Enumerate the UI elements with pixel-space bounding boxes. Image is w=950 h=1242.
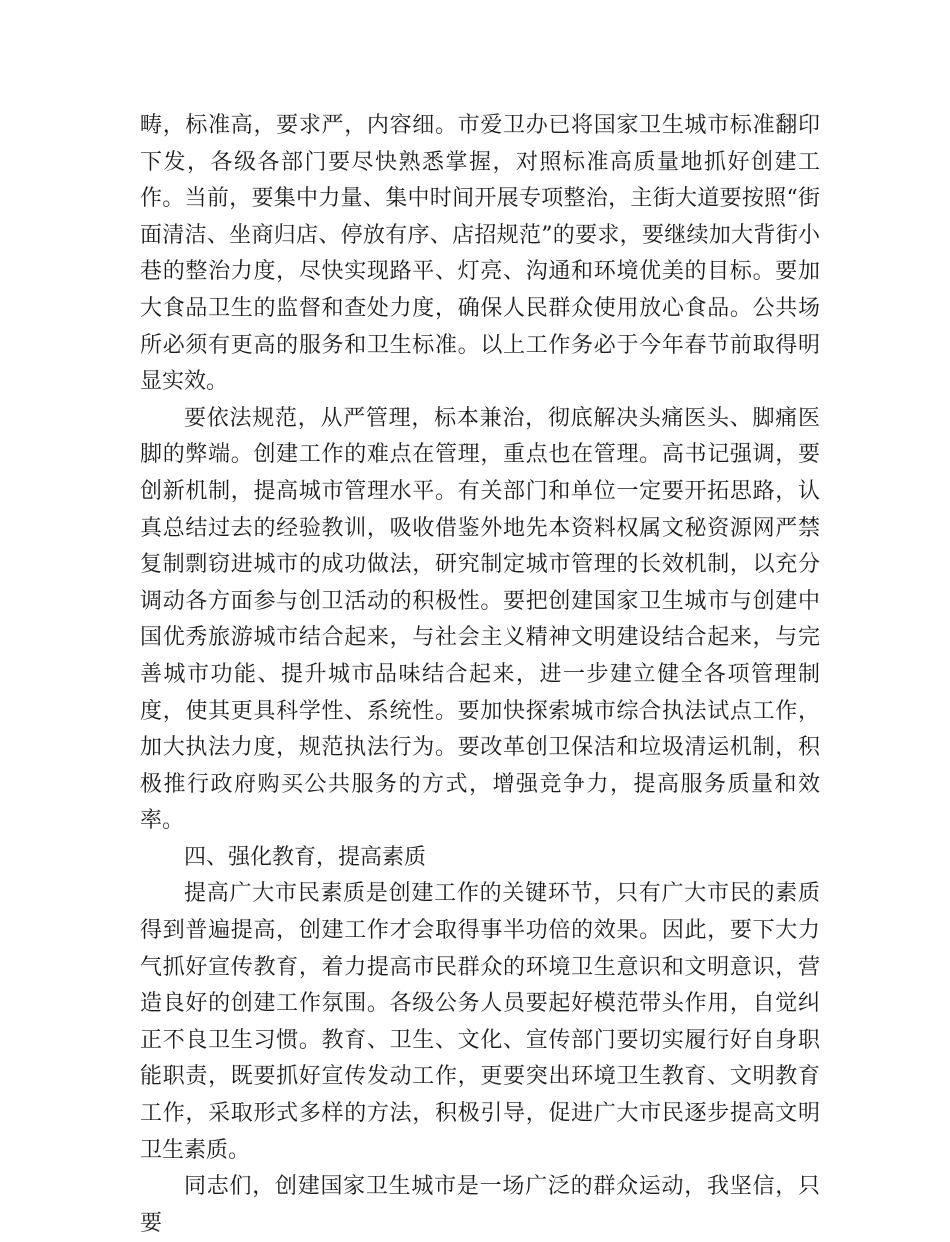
document-page — [140, 108, 820, 1242]
section-heading-education: 四、强化教育，提高素质 — [184, 844, 427, 870]
paragraph-education: 提高广大市民素质是创建工作的关键环节，只有广大市民的素质得到普遍提高，创建工作才会取得事半功倍的效果。因此，要下大力气抓好宣传教育，着力提高市民群众的环境卫生意识和文明意识，营造良好的创建工作氛围。各级公务人员要起好模范带头作用，自觉纠正不良卫生习惯。教育、卫生、文化、宣传部门要切实履行好自身职能职责，既要抓好宣传发动工作，更要突出环境卫生教育、文明教育工作，采取形式多样的方法，积极引导，促进广大市民逐步提高文明卫生素质。 — [140, 881, 820, 1163]
paragraph-closing: 同志们，创建国家卫生城市是一场广泛的群众运动，我坚信，只要 — [140, 1174, 820, 1236]
paragraph-continuation: 畴，标准高，要求严，内容细。市爱卫办已将国家卫生城市标准翻印下发，各级各部门要尽快熟悉掌握，对照标准高质量地抓好创建工作。当前，要集中力量、集中时间开展专项整治，主街大道要按照“街面清洁、坐商归店、停放有序、店招规范”的要求，要继续加大背街小巷的整治力度，尽快实现路平、灯亮、沟通和环境优美的目标。要加大食品卫生的监督和查处力度，确保人民群众使用放心食品。公共场所必须有更高的服务和卫生标准。以上工作务必于今年春节前取得明显实效。 — [140, 113, 820, 395]
paragraph-management: 要依法规范，从严管理，标本兼治，彻底解决头痛医头、脚痛医脚的弊端。创建工作的难点在管理，重点也在管理。高书记强调，要创新机制，提高城市管理水平。有关部门和单位一定要开拓思路，认真总结过去的经验教训，吸收借鉴外地先本资料权属文秘资源网严禁复制剽窃进城市的成功做法，研究制定城市管理的长效机制，以充分调动各方面参与创卫活动的积极性。要把创建国家卫生城市与创建中国优秀旅游城市结合起来，与社会主义精神文明建设结合起来，与完善城市功能、提升城市品味结合起来，进一步建立健全各项管理制度，使其更具科学性、系统性。要加快探索城市综合执法试点工作，加大执法力度，规范执法行为。要改革创卫保洁和垃圾清运机制，积极推行政府购买公共服务的方式，增强竞争力，提高服务质量和效率。 — [140, 405, 820, 834]
